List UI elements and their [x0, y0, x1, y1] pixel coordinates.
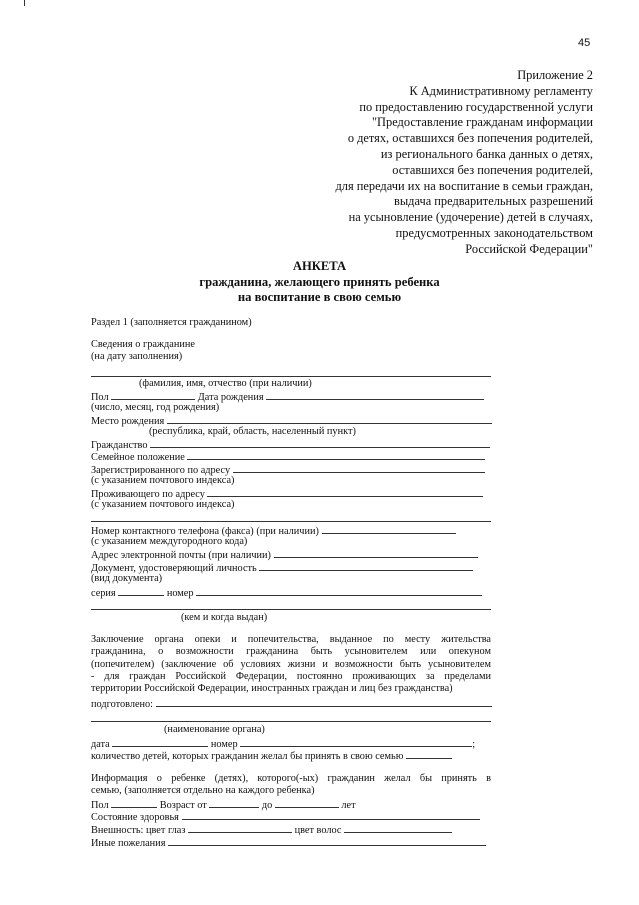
title-line: на воспитание в свою семью	[237, 290, 402, 304]
appendix-line: для передачи их на воспитание в семьи граждан,	[335, 178, 593, 193]
conclusion-line: территории Российской Федерации, иностранных граждан и лиц без гражданства)	[91, 683, 453, 695]
date-format-note: (число, месяц, год рождения)	[91, 402, 220, 413]
intercity-note: (с указанием междугородного кода)	[91, 536, 248, 547]
child-sex-label: Пол	[91, 800, 109, 811]
fio-field-line[interactable]	[91, 376, 491, 377]
scan-corner-mark	[24, 0, 25, 6]
id-document-label: Документ, удостоверяющий личность	[91, 563, 257, 574]
child-info-line: Информация о ребенке (детях), которого(-ых) гражданин желал бы принять в	[91, 773, 491, 784]
residing-address-field[interactable]	[207, 487, 483, 497]
registered-address-label: Зарегистрированного по адресу	[91, 465, 231, 476]
number-label: номер	[166, 588, 194, 599]
citizen-info-heading: Сведения о гражданине	[91, 339, 195, 350]
birth-date-label: Дата рождения	[197, 392, 264, 403]
conclusion-line: - для граждан Российской Федерации, постоянно проживающих за пределами	[91, 670, 491, 682]
appendix-line: Российской Федерации"	[465, 241, 593, 256]
age-to-field[interactable]	[275, 798, 339, 808]
age-to-label: до	[261, 800, 273, 811]
children-count-label: количество детей, которых гражданин желал бы принять в свою семью	[91, 751, 404, 762]
prepared-row	[91, 697, 492, 711]
age-from-field[interactable]	[209, 798, 259, 808]
birth-place-label: Место рождения	[91, 416, 165, 427]
child-sex-field[interactable]	[111, 798, 157, 808]
title-line: гражданина, желающего принять ребенка	[199, 274, 440, 289]
citizen-info-note: (на дату заполнения)	[91, 351, 183, 362]
number-field[interactable]	[196, 586, 482, 596]
age-from-label: Возраст от	[159, 800, 207, 811]
appendix-line: на усыновление (удочерение) детей в случаях,	[348, 210, 593, 225]
other-wishes-label: Иные пожелания	[91, 838, 166, 849]
marital-status-label: Семейное положение	[91, 452, 185, 463]
health-field[interactable]	[182, 810, 480, 820]
postal-note: (с указанием почтового индекса)	[91, 475, 235, 486]
date-number-row: дата номер ;	[91, 739, 476, 750]
title-line: АНКЕТА	[292, 259, 347, 273]
phone-label: Номер контактного телефона (факса) (при наличии)	[91, 526, 319, 537]
number-field[interactable]	[240, 737, 472, 747]
appendix-line: Приложение 2	[517, 68, 593, 82]
issued-by-line[interactable]	[91, 609, 491, 610]
children-count-row	[91, 749, 452, 763]
sex-label: Пол	[91, 392, 109, 403]
prepared-label: подготовлено:	[91, 699, 154, 710]
eye-color-field[interactable]	[188, 823, 292, 833]
marital-row	[91, 450, 485, 464]
email-label: Адрес электронной почты (при наличии)	[91, 550, 271, 561]
child-info-paragraph	[91, 773, 491, 798]
appearance-row	[91, 823, 452, 837]
series-number-row	[91, 586, 482, 600]
residing-address-label: Проживающего по адресу	[91, 489, 205, 500]
email-row	[91, 548, 478, 562]
hair-color-field[interactable]	[344, 823, 452, 833]
health-row	[91, 810, 480, 824]
citizenship-field[interactable]	[150, 438, 490, 448]
address-continuation-line[interactable]	[91, 521, 491, 522]
children-count-field[interactable]	[406, 749, 452, 759]
email-field[interactable]	[274, 548, 478, 558]
doc-type-note: (вид документа)	[91, 573, 163, 584]
date-field[interactable]	[112, 737, 208, 747]
other-wishes-field[interactable]	[168, 836, 486, 846]
series-label: серия	[91, 588, 116, 599]
date-label: дата	[91, 739, 110, 750]
conclusion-line: (попечителем) (заключение об условиях жизни и возможности быть усыновителем	[91, 658, 491, 670]
appendix-line: оставшихся без попечения родителей,	[392, 162, 593, 177]
marital-status-field[interactable]	[187, 450, 485, 460]
page-number: 45	[578, 37, 591, 49]
citizenship-label: Гражданство	[91, 440, 148, 451]
registered-address-field[interactable]	[233, 463, 485, 473]
phone-field[interactable]	[322, 524, 456, 534]
conclusion-line: Заключение органа опеки и попечительства, выданное по месту жительства	[91, 634, 491, 645]
sex-field[interactable]	[111, 390, 195, 400]
health-label: Состояние здоровья	[91, 812, 179, 823]
organ-name-line[interactable]	[91, 721, 491, 722]
years-label: лет	[341, 800, 356, 811]
number-label: номер	[210, 739, 238, 750]
conclusion-paragraph	[91, 634, 491, 695]
birth-place-caption: (республика, край, область, населенный пункт)	[149, 426, 356, 437]
series-field[interactable]	[118, 586, 164, 596]
appendix-line: о детях, оставшихся без попечения родителей,	[347, 131, 593, 146]
appendix-line: К Административному регламенту	[409, 83, 593, 98]
appendix-line: выдача предварительных разрешений	[393, 194, 593, 209]
appendix-header	[335, 68, 593, 258]
child-info-line: семью, (заполняется отдельно на каждого ребенка)	[91, 785, 315, 797]
other-wishes-row	[91, 836, 486, 850]
postal-note: (с указанием почтового индекса)	[91, 499, 235, 510]
birth-place-field[interactable]	[167, 414, 492, 424]
eye-color-label: Внешность: цвет глаз	[91, 825, 186, 836]
issued-caption: (кем и когда выдан)	[181, 612, 268, 623]
birth-date-field[interactable]	[266, 390, 484, 400]
appendix-line: предусмотренных законодательством	[395, 225, 593, 240]
fio-caption: (фамилия, имя, отчество (при наличии)	[139, 378, 312, 389]
appendix-line: по предоставлению государственной услуги	[359, 99, 593, 114]
organ-caption: (наименование органа)	[164, 724, 265, 735]
section-heading: Раздел 1 (заполняется гражданином)	[91, 317, 252, 328]
appendix-line: из регионального банка данных о детях,	[380, 146, 593, 161]
id-document-field[interactable]	[259, 561, 473, 571]
conclusion-line: гражданина, о возможности гражданина быть усыновителем или опекуном	[91, 646, 491, 658]
hair-color-label: цвет волос	[294, 825, 342, 836]
prepared-by-field[interactable]	[156, 697, 492, 707]
form-title	[0, 259, 639, 306]
appendix-line: "Предоставление гражданам информации	[372, 115, 593, 130]
